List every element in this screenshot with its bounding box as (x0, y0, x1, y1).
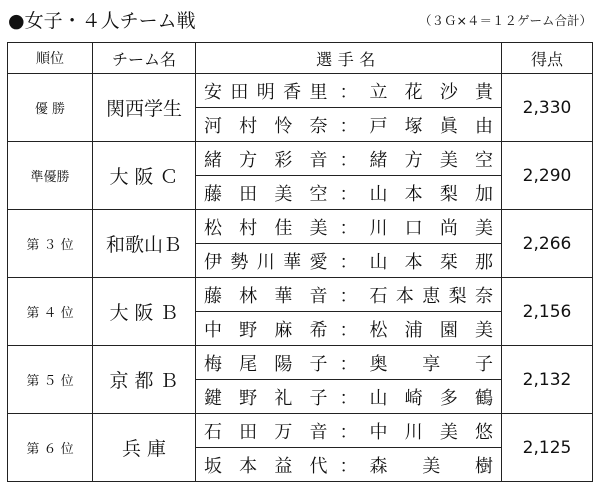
player-pair-cell (196, 346, 502, 380)
player-pair-cell (196, 142, 502, 176)
rank-cell: 準優勝 (8, 142, 93, 210)
player-name: 河 村 怜 奈 (204, 115, 328, 137)
table-header (8, 43, 593, 74)
player-pair-cell (196, 278, 502, 312)
player-pair-cell (196, 312, 502, 346)
player-name: 石 田 万 音 (204, 421, 328, 443)
header-row (8, 43, 593, 74)
player-pair (196, 74, 501, 107)
name-separator: ： (339, 455, 358, 477)
player-name: 立 花 沙 貴 (369, 81, 493, 103)
table-row (8, 346, 593, 380)
table-row (8, 142, 593, 176)
player-pair (196, 278, 501, 311)
header (8, 8, 592, 34)
player-pair (196, 210, 501, 243)
score-cell: 2,290 (502, 142, 593, 210)
player-name: 山 本 梨 加 (369, 183, 493, 205)
player-name: 森 美 樹 (369, 455, 493, 477)
player-name: 中 川 美 悠 (369, 421, 493, 443)
player-name: 山 崎 多 鶴 (369, 387, 493, 409)
table-row (8, 74, 593, 108)
player-name: 川 口 尚 美 (369, 217, 493, 239)
player-name: 藤 林 華 音 (204, 285, 328, 307)
name-separator: ： (339, 183, 358, 205)
team-name-cell: 関西学生 (93, 74, 196, 142)
player-pair (196, 346, 501, 379)
scoring-note: （３Ｇ×４＝１２ゲーム合計） (419, 13, 592, 28)
rank-cell: 優 勝 (8, 74, 93, 142)
player-pair (196, 448, 501, 481)
score-cell: 2,132 (502, 346, 593, 414)
score-cell: 2,266 (502, 210, 593, 278)
name-separator: ： (339, 421, 358, 443)
name-separator: ： (339, 217, 358, 239)
player-pair-cell (196, 108, 502, 142)
player-name: 藤 田 美 空 (204, 183, 328, 205)
player-name: 梅 尾 陽 子 (204, 353, 328, 375)
name-separator: ： (339, 149, 358, 171)
name-separator: ： (339, 251, 358, 273)
player-pair-cell (196, 74, 502, 108)
player-name: 緒 方 彩 音 (204, 149, 328, 171)
team-name-cell: 和歌山Ｂ (93, 210, 196, 278)
name-separator: ： (339, 81, 358, 103)
player-pair-cell (196, 448, 502, 482)
page-title: ●女子・４人チーム戦 (8, 10, 196, 32)
table-row (8, 414, 593, 448)
player-name: 安 田 明 香 里 (204, 81, 328, 103)
player-pair (196, 108, 501, 141)
rank-cell: 第 ５ 位 (8, 346, 93, 414)
column-header-team: チーム名 (93, 43, 196, 74)
player-name: 奥 享 子 (369, 353, 493, 375)
player-pair (196, 142, 501, 175)
player-pair (196, 380, 501, 413)
player-name: 坂 本 益 代 (204, 455, 328, 477)
score-cell: 2,330 (502, 74, 593, 142)
player-pair-cell (196, 244, 502, 278)
player-name: 山 本 栞 那 (369, 251, 493, 273)
rank-cell: 第 ３ 位 (8, 210, 93, 278)
table-row (8, 210, 593, 244)
player-name: 鍵 野 礼 子 (204, 387, 328, 409)
player-pair (196, 244, 501, 277)
player-pair (196, 414, 501, 447)
score-cell: 2,156 (502, 278, 593, 346)
player-pair-cell (196, 380, 502, 414)
player-name: 伊 勢 川 華 愛 (204, 251, 328, 273)
team-name-cell: 大 阪 Ｃ (93, 142, 196, 210)
player-pair-cell (196, 414, 502, 448)
player-name: 松 浦 園 美 (369, 319, 493, 341)
team-name-cell: 兵 庫 (93, 414, 196, 482)
column-header-players: 選手名 (196, 43, 502, 74)
team-name-cell: 京 都 Ｂ (93, 346, 196, 414)
player-pair-cell (196, 176, 502, 210)
score-cell: 2,125 (502, 414, 593, 482)
name-separator: ： (339, 353, 358, 375)
player-name: 石 本 恵 梨 奈 (369, 285, 493, 307)
player-pair (196, 312, 501, 345)
column-header-rank: 順位 (8, 43, 93, 74)
player-name: 中 野 麻 希 (204, 319, 328, 341)
column-header-score: 得点 (502, 43, 593, 74)
player-name: 戸 塚 眞 由 (369, 115, 493, 137)
name-separator: ： (339, 387, 358, 409)
player-pair-cell (196, 210, 502, 244)
player-name: 松 村 佳 美 (204, 217, 328, 239)
team-name-cell: 大 阪 Ｂ (93, 278, 196, 346)
results-table (7, 42, 593, 482)
name-separator: ： (339, 115, 358, 137)
name-separator: ： (339, 285, 358, 307)
table-row (8, 278, 593, 312)
rank-cell: 第 ４ 位 (8, 278, 93, 346)
player-name: 緒 方 美 空 (369, 149, 493, 171)
name-separator: ： (339, 319, 358, 341)
rank-cell: 第 ６ 位 (8, 414, 93, 482)
player-pair (196, 176, 501, 209)
table-body (8, 74, 593, 482)
